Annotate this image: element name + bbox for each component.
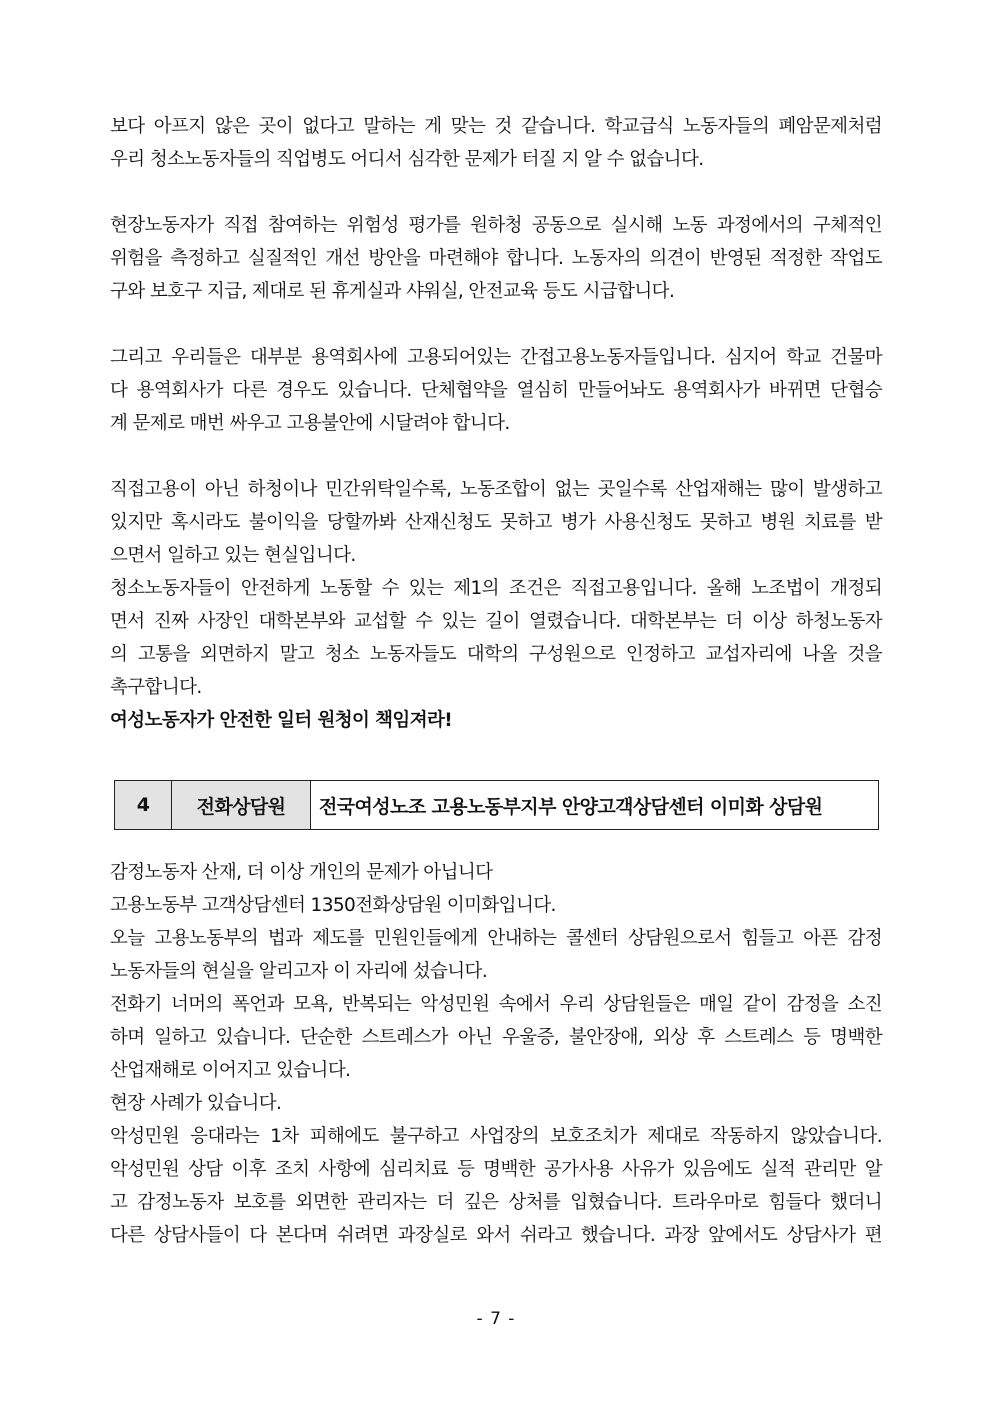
body-text-line: 노동자들의 현실을 알리고자 이 자리에 섰습니다. [110,961,488,982]
page-number: - 7 - [476,1309,516,1329]
body-text-line: 우리 청소노동자들의 직업병도 어디서 심각한 문제가 터질 지 알 수 없습니다. [110,149,704,170]
body-text-line: 보다 아프지 않은 곳이 없다고 말하는 게 맞는 것 같습니다. 학교급식 노동자들의 폐암문제처럼 [110,116,882,137]
body-text-line: 악성민원 상담 이후 조치 사항에 심리치료 등 명백한 공가사용 사유가 있음에도 실적 관리만 알 [110,1159,882,1180]
body-text-line: 산업재해로 이어지고 있습니다. [110,1060,351,1081]
slogan: 여성노동자가 안전한 일터 원청이 책임져라! [110,710,453,731]
body-text-line: 있지만 혹시라도 불이익을 당할까봐 산재신청도 못하고 병가 사용신청도 못하고 병원 치료를 받 [110,512,882,533]
body-text-line: 계 문제로 매번 싸우고 고용불안에 시달려야 합니다. [110,413,510,434]
body-text-line: 면서 진짜 사장인 대학본부와 교섭할 수 있는 길이 열렸습니다. 대학본부는 더 이상 하청노동자 [110,611,882,632]
body-text-line: 하며 일하고 있습니다. 단순한 스트레스가 아닌 우울증, 불안장애, 외상 후 스트레스 등 명백한 [110,1027,882,1048]
body-text-line: 청소노동자들이 안전하게 노동할 수 있는 제1의 조건은 직접고용입니다. 올해 노조법이 개정되 [110,578,882,599]
body-text-line: 오늘 고용노동부의 법과 제도를 민원인들에게 안내하는 콜센터 상담원으로서 힘들고 아픈 감정 [110,928,882,949]
body-text-line: 고 감정노동자 보호를 외면한 관리자는 더 깊은 상처를 입혔습니다. 트라우마로 힘들다 했더니 [110,1192,882,1213]
body-text-line: 다른 상담사들이 다 본다며 쉬려면 과장실로 와서 쉬라고 했습니다. 과장 앞에서도 상담사가 편 [110,1225,882,1246]
body-text-line: 현장 사례가 있습니다. [110,1093,282,1114]
body-text-line: 위험을 측정하고 실질적인 개선 방안을 마련해야 합니다. 노동자의 의견이 반영된 적정한 작업도 [110,248,882,269]
speaker-header-table [114,780,879,830]
speaker-number: 4 [115,781,172,829]
speaker-role: 전화상담원 [172,781,311,829]
body-text-line: 현장노동자가 직접 참여하는 위험성 평가를 원하청 공동으로 실시해 노동 과정에서의 구체적인 [110,215,882,236]
body-text-line: 감정노동자 산재, 더 이상 개인의 문제가 아닙니다 [110,862,493,883]
body-text-line: 전화기 너머의 폭언과 모욕, 반복되는 악성민원 속에서 우리 상담원들은 매일 같이 감정을 소진 [110,994,882,1015]
body-text-line: 그리고 우리들은 대부분 용역회사에 고용되어있는 간접고용노동자들입니다. 심지어 학교 건물마 [110,347,882,368]
body-text-line: 촉구합니다. [110,677,202,698]
body-text-line: 으면서 일하고 있는 현실입니다. [110,545,356,566]
body-text-line: 고용노동부 고객상담센터 1350전화상담원 이미화입니다. [110,895,556,916]
body-text-line: 직접고용이 아닌 하청이나 민간위탁일수록, 노동조합이 없는 곳일수록 산업재해는 많이 발생하고 [110,479,882,500]
body-text-line: 의 고통을 외면하지 말고 청소 노동자들도 대학의 구성원으로 인정하고 교섭자리에 나올 것을 [110,644,882,665]
body-text-line: 다 용역회사가 다른 경우도 있습니다. 단체협약을 열심히 만들어놔도 용역회사가 바뀌면 단협승 [110,380,882,401]
body-text-line: 악성민원 응대라는 1차 피해에도 불구하고 사업장의 보호조치가 제대로 작동하지 않았습니다. [110,1126,882,1147]
speaker-name: 전국여성노조 고용노동부지부 안양고객상담센터 이미화 상담원 [319,795,823,818]
body-text-line: 구와 보호구 지급, 제대로 된 휴게실과 샤워실, 안전교육 등도 시급합니다. [110,281,675,302]
